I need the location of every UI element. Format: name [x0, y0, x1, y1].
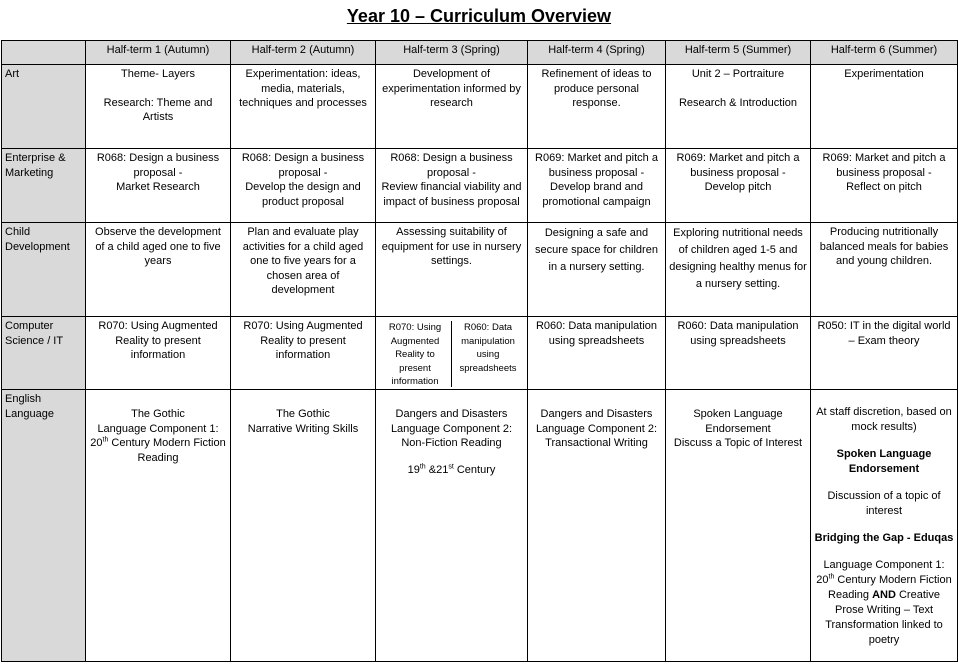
- computer-ht3-split: [379, 319, 524, 387]
- english-ht3-component: Language Component 2: Non-Fiction Reading: [390, 422, 513, 449]
- subject-art: Art: [2, 65, 86, 149]
- english-ht3: [376, 390, 528, 662]
- art-ht6: Experimentation: [811, 65, 958, 149]
- art-ht3: Development of experimentation informed by research: [376, 65, 528, 149]
- curriculum-table: [1, 40, 958, 662]
- child-ht1: Observe the development of a child aged one to five years: [86, 223, 231, 317]
- row-computer-science: [2, 317, 958, 390]
- header-corner: [2, 41, 86, 65]
- english-ht6: [811, 390, 958, 662]
- english-ht4-theme: Dangers and Disasters: [540, 408, 653, 420]
- english-ht6-bridging: Bridging the Gap - Eduqas: [814, 532, 954, 544]
- art-ht5: [666, 65, 811, 149]
- art-ht5-unit: Unit 2 – Portraiture: [691, 68, 785, 80]
- enterprise-ht3: [376, 149, 528, 223]
- enterprise-ht2-unit: R068: Design a business proposal -: [241, 152, 365, 179]
- english-ht3-theme: Dangers and Disasters: [395, 408, 508, 420]
- computer-ht1: R070: Using Augmented Reality to present information: [86, 317, 231, 390]
- subject-english-language: English Language: [2, 390, 86, 662]
- child-ht5: Exploring nutritional needs of children aged 1-5 and designing healthy menus for a nursery setting.: [666, 223, 811, 317]
- header-ht6: Half-term 6 (Summer): [811, 41, 958, 65]
- art-ht4: Refinement of ideas to produce personal response.: [528, 65, 666, 149]
- computer-ht2: R070: Using Augmented Reality to present information: [231, 317, 376, 390]
- header-row: [2, 41, 958, 65]
- english-ht6-endorsement: Spoken Language Endorsement: [836, 448, 932, 475]
- subject-computer-science: Computer Science / IT: [2, 317, 86, 390]
- english-ht4-component: Language Component 2: Transactional Writing: [535, 422, 658, 449]
- child-ht6: Producing nutritionally balanced meals for babies and young children.: [811, 223, 958, 317]
- row-child-development: [2, 223, 958, 317]
- enterprise-ht4-topic: Develop brand and promotional campaign: [542, 181, 651, 208]
- english-ht6-component: Language Component 1: 20th Century Modern Fiction Reading AND Creative Prose Writing – Text Transformation linked to poetry: [816, 559, 952, 646]
- enterprise-ht6-unit: R069: Market and pitch a business proposal -: [822, 152, 946, 179]
- row-english-language: [2, 390, 958, 662]
- computer-ht4: R060: Data manipulation using spreadsheets: [528, 317, 666, 390]
- english-ht1-component: Language Component 1:: [97, 422, 219, 435]
- enterprise-ht4-unit: R069: Market and pitch a business proposal -: [535, 152, 658, 179]
- header-ht3: Half-term 3 (Spring): [376, 41, 528, 65]
- enterprise-ht6-topic: Reflect on pitch: [846, 181, 922, 193]
- subject-enterprise: Enterprise & Marketing: [2, 149, 86, 223]
- english-ht2-skills: Narrative Writing Skills: [247, 422, 359, 435]
- enterprise-ht5-unit: R069: Market and pitch a business proposal -: [676, 152, 800, 179]
- english-ht5-topic: Discuss a Topic of Interest: [673, 437, 803, 449]
- child-ht2: Plan and evaluate play activities for a child aged one to five years for a chosen area of development: [231, 223, 376, 317]
- header-ht4: Half-term 4 (Spring): [528, 41, 666, 65]
- enterprise-ht2: [231, 149, 376, 223]
- page-title: Year 10 – Curriculum Overview: [346, 6, 612, 26]
- english-ht5: [666, 390, 811, 662]
- english-ht5-endorsement: Spoken Language Endorsement: [693, 408, 783, 435]
- enterprise-ht1-unit: R068: Design a business proposal -: [96, 152, 220, 179]
- english-ht4: [528, 390, 666, 662]
- english-ht6-discretion: At staff discretion, based on mock results): [816, 406, 952, 433]
- english-ht1-theme: The Gothic: [131, 408, 185, 420]
- child-ht3: Assessing suitability of equipment for use in nursery settings.: [376, 223, 528, 317]
- enterprise-ht5-topic: Develop pitch: [704, 181, 772, 193]
- english-ht2: [231, 390, 376, 662]
- english-ht6-discussion: Discussion of a topic of interest: [827, 490, 941, 517]
- enterprise-ht3-topic: Review financial viability and impact of business proposal: [381, 181, 522, 208]
- subject-child-development: Child Development: [2, 223, 86, 317]
- enterprise-ht3-unit: R068: Design a business proposal -: [390, 152, 513, 179]
- enterprise-ht1-topic: Market Research: [116, 181, 200, 193]
- enterprise-ht6: [811, 149, 958, 223]
- computer-ht3-right: R060: Data manipulation using spreadsheets: [459, 322, 517, 374]
- header-ht1: Half-term 1 (Autumn): [86, 41, 231, 65]
- english-ht2-theme: The Gothic: [276, 408, 330, 420]
- art-ht1: [86, 65, 231, 149]
- computer-ht5: R060: Data manipulation using spreadsheets: [666, 317, 811, 390]
- art-ht1-theme: Theme- Layers: [121, 68, 195, 80]
- art-ht2: Experimentation: ideas, media, materials, techniques and processes: [231, 65, 376, 149]
- enterprise-ht4: [528, 149, 666, 223]
- computer-ht3-left: R070: Using Augmented Reality to present information: [379, 321, 452, 387]
- header-ht2: Half-term 2 (Autumn): [231, 41, 376, 65]
- row-art: [2, 65, 958, 149]
- enterprise-ht5: [666, 149, 811, 223]
- english-ht3-century: 19th &21st Century: [407, 462, 496, 476]
- english-ht1-reading: 20th Century Modern Fiction Reading: [90, 436, 226, 464]
- art-ht5-research: Research & Introduction: [678, 96, 797, 109]
- header-ht5: Half-term 5 (Summer): [666, 41, 811, 65]
- english-ht1: [86, 390, 231, 662]
- enterprise-ht2-topic: Develop the design and product proposal: [245, 181, 361, 208]
- child-ht4: Designing a safe and secure space for children in a nursery setting.: [528, 223, 666, 317]
- enterprise-ht1: [86, 149, 231, 223]
- art-ht1-research: Research: Theme and Artists: [103, 96, 213, 123]
- computer-ht6: R050: IT in the digital world – Exam theory: [811, 317, 958, 390]
- computer-ht3: [376, 317, 528, 390]
- row-enterprise: [2, 149, 958, 223]
